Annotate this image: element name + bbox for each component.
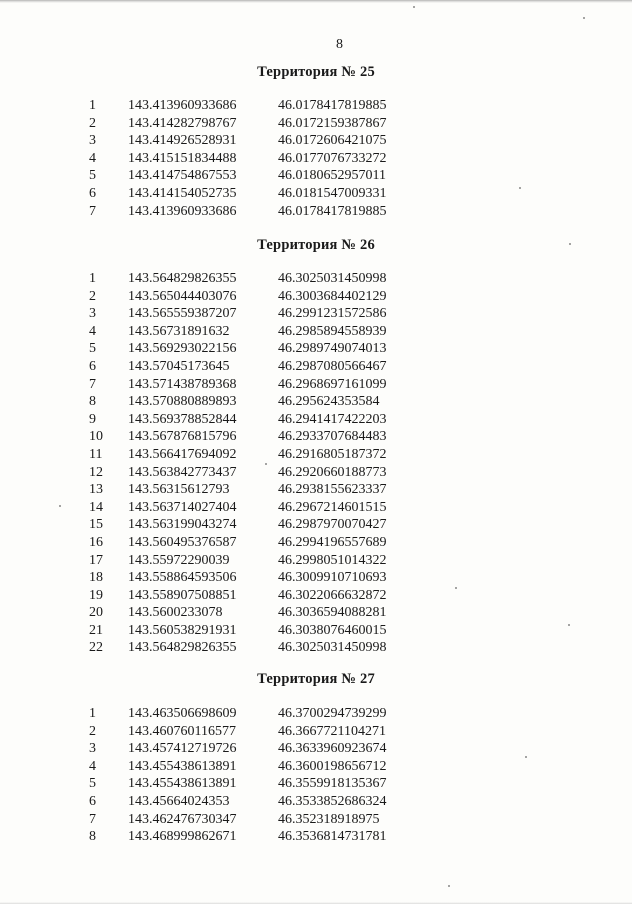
longitude-value: 143.569378852844	[128, 411, 237, 427]
longitude-value: 143.57045173645	[128, 358, 230, 374]
point-number: 19	[89, 587, 103, 603]
coordinate-row	[0, 758, 632, 776]
point-number: 4	[89, 758, 96, 774]
longitude-value: 143.414926528931	[128, 133, 237, 149]
longitude-value: 143.463506698609	[128, 706, 237, 721]
longitude-value: 143.565559387207	[128, 306, 237, 322]
latitude-value: 46.3009910710693	[278, 570, 387, 586]
coordinate-row	[0, 639, 632, 657]
scan-speck	[519, 187, 521, 189]
point-number: 5	[89, 168, 96, 184]
longitude-value: 143.414282798767	[128, 115, 237, 131]
latitude-value: 46.0172159387867	[278, 115, 387, 131]
point-number: 7	[89, 376, 96, 392]
latitude-value: 46.2987970070427	[278, 517, 387, 533]
longitude-value: 143.56731891632	[128, 323, 230, 339]
coordinate-row	[0, 358, 632, 376]
longitude-value: 143.414754867553	[128, 168, 237, 184]
point-number: 13	[89, 482, 103, 498]
point-number: 8	[89, 829, 96, 845]
scan-speck	[569, 243, 571, 245]
longitude-value: 143.56315612793	[128, 482, 230, 498]
scan-speck	[583, 17, 585, 19]
longitude-value: 143.55972290039	[128, 552, 230, 568]
latitude-value: 46.3025031450998	[278, 271, 387, 286]
longitude-value: 143.567876815796	[128, 429, 237, 445]
longitude-value: 143.563199043274	[128, 517, 237, 533]
latitude-value: 46.3536814731781	[278, 829, 387, 845]
coordinate-row	[0, 534, 632, 552]
latitude-value: 46.2985894558939	[278, 323, 387, 339]
coordinate-row	[0, 376, 632, 394]
coordinate-row	[0, 340, 632, 358]
longitude-value: 143.414154052735	[128, 185, 237, 201]
coordinate-row	[0, 185, 632, 203]
point-number: 17	[89, 552, 103, 568]
point-number: 3	[89, 306, 96, 322]
point-number: 20	[89, 605, 103, 621]
coordinate-row	[0, 305, 632, 323]
coordinate-row	[0, 740, 632, 758]
longitude-value: 143.570880889893	[128, 394, 237, 410]
latitude-value: 46.2967214601515	[278, 499, 387, 515]
latitude-value: 46.3633960923674	[278, 741, 387, 757]
latitude-value: 46.295624353584	[278, 394, 380, 410]
longitude-value: 143.415151834488	[128, 150, 237, 166]
point-number: 3	[89, 133, 96, 149]
point-number: 7	[89, 203, 96, 219]
point-number: 16	[89, 534, 103, 550]
point-number: 1	[89, 706, 96, 721]
coordinate-row	[0, 428, 632, 446]
latitude-value: 46.3036594088281	[278, 605, 387, 621]
point-number: 11	[89, 446, 103, 462]
point-number: 21	[89, 622, 103, 638]
point-number: 2	[89, 288, 96, 304]
point-number: 15	[89, 517, 103, 533]
longitude-value: 143.564829826355	[128, 271, 237, 286]
latitude-value: 46.2941417422203	[278, 411, 387, 427]
territory-27-coordinates	[0, 705, 632, 846]
scan-speck	[448, 885, 450, 887]
point-number: 2	[89, 723, 96, 739]
territory-26-title: Территория № 26	[257, 237, 375, 253]
coordinate-row	[0, 393, 632, 411]
coordinate-row	[0, 811, 632, 829]
latitude-value: 46.2994196557689	[278, 534, 387, 550]
longitude-value: 143.455438613891	[128, 758, 237, 774]
coordinate-row	[0, 270, 632, 288]
coordinate-row	[0, 516, 632, 534]
longitude-value: 143.413960933686	[128, 203, 237, 219]
latitude-value: 46.2968697161099	[278, 376, 387, 392]
latitude-value: 46.2989749074013	[278, 341, 387, 357]
latitude-value: 46.3667721104271	[278, 723, 386, 739]
longitude-value: 143.5600233078	[128, 605, 223, 621]
longitude-value: 143.565044403076	[128, 288, 237, 304]
coordinate-row	[0, 132, 632, 150]
longitude-value: 143.560538291931	[128, 622, 237, 638]
longitude-value: 143.569293022156	[128, 341, 237, 357]
latitude-value: 46.2920660188773	[278, 464, 387, 480]
latitude-value: 46.2938155623337	[278, 482, 387, 498]
latitude-value: 46.2933707684483	[278, 429, 387, 445]
territory-25-coordinates	[0, 97, 632, 220]
coordinate-row	[0, 793, 632, 811]
latitude-value: 46.0180652957011	[278, 168, 386, 184]
point-number: 14	[89, 499, 103, 515]
coordinate-row	[0, 115, 632, 133]
coordinate-row	[0, 167, 632, 185]
point-number: 12	[89, 464, 103, 480]
latitude-value: 46.352318918975	[278, 811, 380, 827]
point-number: 7	[89, 811, 96, 827]
point-number: 1	[89, 98, 96, 113]
coordinate-row	[0, 705, 632, 723]
territory-26-coordinates	[0, 270, 632, 657]
coordinate-row	[0, 587, 632, 605]
scan-speck	[568, 624, 570, 626]
coordinate-row	[0, 464, 632, 482]
scan-speck	[265, 463, 267, 465]
coordinate-row	[0, 775, 632, 793]
longitude-value: 143.455438613891	[128, 776, 237, 792]
coordinate-row	[0, 323, 632, 341]
latitude-value: 46.3700294739299	[278, 706, 387, 721]
latitude-value: 46.3600198656712	[278, 758, 387, 774]
point-number: 4	[89, 150, 96, 166]
coordinate-row	[0, 97, 632, 115]
longitude-value: 143.45664024353	[128, 793, 230, 809]
point-number: 3	[89, 741, 96, 757]
longitude-value: 143.460760116577	[128, 723, 236, 739]
latitude-value: 46.0178417819885	[278, 203, 387, 219]
latitude-value: 46.3003684402129	[278, 288, 387, 304]
point-number: 4	[89, 323, 96, 339]
coordinate-row	[0, 569, 632, 587]
scan-speck	[59, 505, 61, 507]
longitude-value: 143.468999862671	[128, 829, 237, 845]
longitude-value: 143.566417694092	[128, 446, 237, 462]
coordinate-row	[0, 622, 632, 640]
latitude-value: 46.0178417819885	[278, 98, 387, 113]
point-number: 5	[89, 341, 96, 357]
longitude-value: 143.564829826355	[128, 640, 237, 656]
point-number: 10	[89, 429, 103, 445]
longitude-value: 143.558907508851	[128, 587, 237, 603]
scan-edge-top	[0, 0, 632, 3]
page-number: 8	[336, 37, 343, 52]
point-number: 6	[89, 358, 96, 374]
coordinate-row	[0, 288, 632, 306]
longitude-value: 143.563714027404	[128, 499, 237, 515]
longitude-value: 143.571438789368	[128, 376, 237, 392]
longitude-value: 143.558864593506	[128, 570, 237, 586]
latitude-value: 46.3038076460015	[278, 622, 387, 638]
latitude-value: 46.0172606421075	[278, 133, 387, 149]
point-number: 6	[89, 185, 96, 201]
point-number: 22	[89, 640, 103, 656]
latitude-value: 46.0181547009331	[278, 185, 387, 201]
point-number: 9	[89, 411, 96, 427]
scan-speck	[413, 6, 415, 8]
point-number: 8	[89, 394, 96, 410]
territory-27-title: Территория № 27	[257, 671, 375, 687]
coordinate-row	[0, 150, 632, 168]
scan-speck	[455, 587, 457, 589]
latitude-value: 46.2991231572586	[278, 306, 387, 322]
latitude-value: 46.3022066632872	[278, 587, 387, 603]
coordinate-row	[0, 552, 632, 570]
scan-speck	[525, 756, 527, 758]
territory-25-title: Территория № 25	[257, 64, 375, 80]
coordinate-row	[0, 203, 632, 221]
latitude-value: 46.2987080566467	[278, 358, 387, 374]
point-number: 2	[89, 115, 96, 131]
coordinate-row	[0, 481, 632, 499]
coordinate-row	[0, 723, 632, 741]
latitude-value: 46.3025031450998	[278, 640, 387, 656]
longitude-value: 143.560495376587	[128, 534, 237, 550]
coordinate-row	[0, 411, 632, 429]
longitude-value: 143.462476730347	[128, 811, 237, 827]
coordinate-row	[0, 604, 632, 622]
coordinate-row	[0, 828, 632, 846]
latitude-value: 46.3559918135367	[278, 776, 387, 792]
coordinate-row	[0, 499, 632, 517]
longitude-value: 143.457412719726	[128, 741, 237, 757]
latitude-value: 46.2998051014322	[278, 552, 387, 568]
coordinate-row	[0, 446, 632, 464]
point-number: 1	[89, 271, 96, 286]
latitude-value: 46.2916805187372	[278, 446, 387, 462]
longitude-value: 143.563842773437	[128, 464, 237, 480]
point-number: 5	[89, 776, 96, 792]
longitude-value: 143.413960933686	[128, 98, 237, 113]
point-number: 18	[89, 570, 103, 586]
latitude-value: 46.3533852686324	[278, 793, 387, 809]
point-number: 6	[89, 793, 96, 809]
latitude-value: 46.0177076733272	[278, 150, 387, 166]
